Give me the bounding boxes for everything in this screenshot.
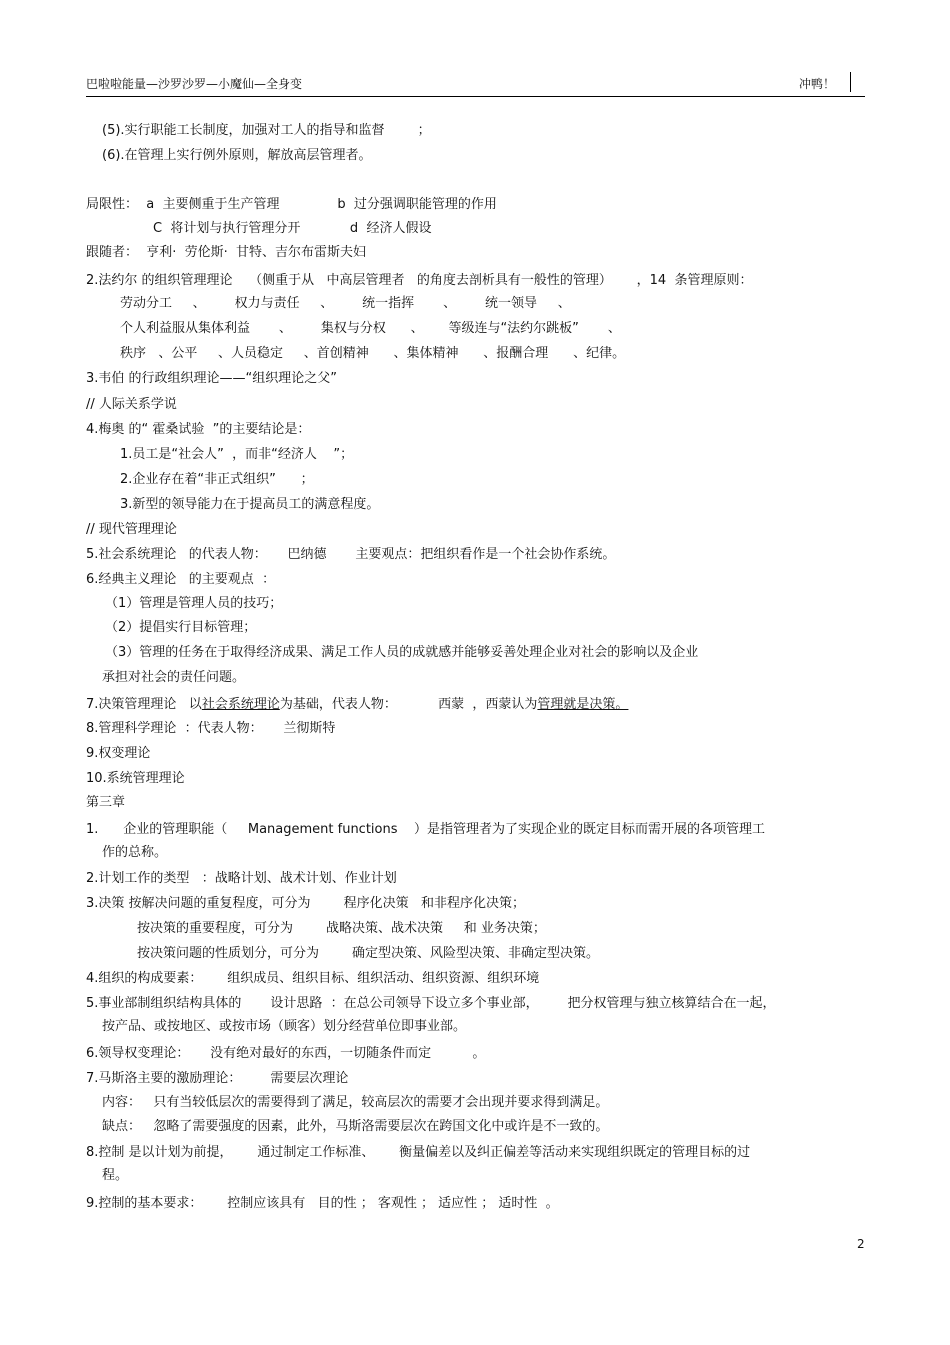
page-header [86,68,865,97]
text-span-underlined: 社会系统理论 [201,697,280,712]
text-line: 承担对社会的责任问题。 [102,670,246,685]
section-heading: 第三章 [86,795,126,810]
text-span-underlined: 管理就是决策。 [537,697,629,712]
text-line: (5).实行职能工长制度，加强对工人的指导和监督 ； [102,123,431,138]
text-line: // 人际关系学说 [86,397,177,412]
text-line: 6.领导权变理论： 没有绝对最好的东西，一切随条件而定 。 [86,1046,486,1061]
text-line: C 将计划与执行管理分开 d 经济人假设 [153,221,432,236]
text-line: 10.系统管理理论 [86,771,185,786]
text-line: 8.控制 是以计划为前提， 通过制定工作标准、 衡量偏差以及纠正偏差等活动来实现组织既定的管理目标的过 [86,1145,751,1160]
text-span: 7.决策管理理论 以 [86,697,202,712]
text-line: 3.新型的领导能力在于提高员工的满意程度。 [120,497,380,512]
text-span: 为基础，代表人物： 西蒙 ，西蒙认为 [279,697,538,712]
text-line: 4.组织的构成要素： 组织成员、组织目标、组织活动、组织资源、组织环境 [86,971,540,986]
header-slogan: 冲鸭！ [798,77,835,91]
text-line: 劳动分工 、 权力与责任 、 统一指挥 、 统一领导 、 [120,296,571,311]
text-line: 1. 企业的管理职能（ Management functions ）是指管理者为了实现企业的既定目标而需开展的各项管理工 [86,822,766,837]
text-line: 按决策问题的性质划分，可分为 确定型决策、风险型决策、非确定型决策。 [137,946,600,961]
text-line: （3）管理的任务在于取得经济成果、满足工作人员的成就感并能够妥善处理企业对社会的影响以及企业 [105,645,699,660]
text-line: 2.企业存在着“非正式组织” ； [120,472,314,487]
text-line: 按决策的重要程度，可分为 战略决策、战术决策 和 业务决策； [137,921,546,936]
text-line: 内容： 只有当较低层次的需要得到了满足，较高层次的需要才会出现并要求得到满足。 [102,1095,609,1110]
page-number: 2 [857,1237,865,1251]
text-line: // 现代管理理论 [86,522,177,537]
text-line: 1.员工是“社会人” ，而非“经济人 ”； [120,447,354,462]
header-title: 巴啦啦能量—沙罗沙罗—小魔仙—全身变 [86,77,303,91]
text-line: （2）提倡实行目标管理； [105,620,257,635]
text-line: 5.社会系统理论 的代表人物： 巴纳德 主要观点：把组织看作是一个社会协作系统。 [86,547,616,562]
text-line: (6).在管理上实行例外原则，解放高层管理者。 [102,148,372,163]
text-line: 作的总称。 [102,845,168,860]
header-divider [850,72,851,92]
text-line: 局限性： a 主要侧重于生产管理 b 过分强调职能管理的作用 [86,197,497,212]
text-line: （1）管理是管理人员的技巧； [105,596,283,611]
text-line-composite [86,697,628,713]
text-line: 4.梅奥 的“ 霍桑试验 ”的主要结论是： [86,422,311,437]
text-line: 9.控制的基本要求： 控制应该具有 目的性 ； 客观性 ； 适应性 ； 适时性 。 [86,1196,559,1211]
text-line: 个人利益服从集体利益 、 集权与分权 、 等级连与“法约尔跳板” 、 [120,321,621,336]
text-line: 3.决策 按解决问题的重复程度，可分为 程序化决策 和非程序化决策； [86,896,525,911]
text-line: 跟随者： 亨利· 劳伦斯· 甘特、吉尔布雷斯夫妇 [86,245,367,260]
text-line: 9.权变理论 [86,746,151,761]
text-line: 8.管理科学理论 ：代表人物： 兰彻斯特 [86,721,336,736]
text-line: 5.事业部制组织结构具体的 设计思路 ：在总公司领导下设立多个事业部， 把分权管理与独立核算结合在一起， [86,996,776,1011]
text-line: 2.法约尔 的组织管理理论 （侧重于从 中高层管理者 的角度去剖析具有一般性的管理） ，14 条管理原则： [86,273,753,288]
text-line: 2.计划工作的类型 ：战略计划、战术计划、作业计划 [86,871,397,886]
text-line: 缺点： 忽略了需要强度的因素，此外，马斯洛需要层次在跨国文化中或许是不一致的。 [102,1119,609,1134]
text-line: 7.马斯洛主要的激励理论： 需要层次理论 [86,1071,349,1086]
text-line: 按产品、或按地区、或按市场（顾客）划分经营单位即事业部。 [102,1019,467,1034]
text-line: 秩序 、公平 、人员稳定 、首创精神 、集体精神 、报酬合理 、纪律。 [120,346,626,361]
text-line: 程。 [102,1168,129,1183]
text-line: 3.韦伯 的行政组织理论——“组织理论之父” [86,371,338,386]
text-line: 6.经典主义理论 的主要观点 ： [86,572,276,587]
